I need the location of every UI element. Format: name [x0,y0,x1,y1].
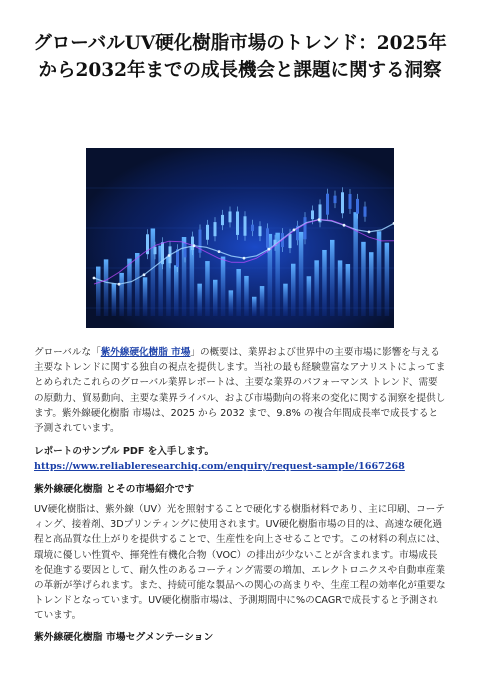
decor-candle [214,222,217,236]
decor-bar [127,259,132,316]
decor-bar [213,280,218,316]
section-heading-intro: 紫外線硬化樹脂 とその市場紹介です [34,484,195,495]
decor-candle [349,194,352,209]
decor-bar [236,269,241,316]
decor-dot [268,248,271,251]
decor-candle [229,211,232,222]
decor-candle [244,216,247,235]
decor-dot [218,250,221,253]
decor-dot [293,229,296,232]
decor-bar [346,264,351,316]
decor-candle [304,217,307,239]
decor-dot [368,231,371,234]
decor-dot [93,277,96,280]
decor-bar [260,286,265,316]
decor-candle [184,243,187,257]
section-heading-segmentation: 紫外線硬化樹脂 市場セグメンテーション [34,632,214,643]
decor-bar [197,284,202,316]
sample-label: レポートのサンプル PDF を入手します。 [34,446,215,457]
decor-bar [369,252,374,316]
decor-bar [385,243,390,316]
decor-candle [356,199,359,214]
market-keyword-link[interactable]: 紫外線硬化樹脂 市場 [100,347,191,358]
decor-bar [221,257,226,316]
decor-candle [311,210,314,219]
decor-bar [252,297,257,316]
decor-bar [96,267,101,316]
decor-bar [174,265,179,316]
decor-dot [318,218,321,221]
decor-bar [353,212,358,316]
decor-candle [251,225,254,231]
decor-dot [168,254,171,257]
section-intro-paragraph: UV硬化樹脂は、紫外線（UV）光を照射することで硬化する樹脂材料であり、主に印刷、コーティング、接着剤、3Dプリンティングに使用されます。UV硬化樹脂市場の目的は、高速な硬化過程と高品質な仕上がりを提供することで、生産性を向上させることです。この材料の利点には、環境に優しい性質や、揮発性有機化合物（VOC）の排出が少ないことが含まれます。市場成長を促進する要因として、耐久性のあるコーティング需要の増加、エレクトロニクスや自動車産業の革新が挙げられます。また、持続可能な製品への関心の高まりや、生産工程の効率化が重要なトレンドとなっています。UV硬化樹脂市場は、予測期間中に%のCAGRで成長すると予測されています。 [34,504,446,622]
decor-bar [190,246,195,316]
decor-candle [259,226,262,236]
decor-candle [154,247,157,254]
financial-chart-illustration [86,148,394,328]
decor-candle [364,207,367,217]
intro-paragraph [34,345,446,436]
decor-bar [143,277,148,316]
sample-request-line [34,444,446,474]
decor-candle [341,192,344,213]
decor-candle [334,196,337,203]
decor-bar [322,250,327,316]
decor-candle [326,194,329,215]
intro-prefix: グローバルな「 [34,347,101,358]
decor-bar [330,240,335,316]
decor-candle [206,225,209,240]
sample-request-link[interactable]: https://www.reliableresearchiq.com/enquiry/request-sample/1667268 [34,461,405,473]
decor-bar [244,276,249,316]
decor-bar [104,259,109,316]
decor-candle [191,237,194,250]
decor-bar [338,260,343,316]
decor-bar [283,284,288,316]
decor-bar [119,273,124,316]
decor-candle [236,211,239,234]
decor-bar [291,264,296,316]
decor-bar [299,232,304,316]
decor-bar [205,261,210,316]
hero-chart-image [86,148,394,328]
decor-dot [193,244,196,247]
decor-dot [343,224,346,227]
decor-bar [135,253,140,316]
intro-body: 」の概要は、業界および世界中の主要市場に影響を与える主要なトレンドに関する独自の視点を提供します。当社の最も経験豊富なアナリストによってまとめられたこれらのグローバル業界レポートは、主要な業界のパフォーマンス トレンド、需要の原動力、貿易動向、主要な業界ライバル、および市場動向の将来の変化に関する洞察を提供します。紫外線硬化樹脂 市場は、2025 から 2032 まで、9.8% の複合年間成長率で成長すると予測されています。 [34,347,446,435]
page-title: グローバルUV硬化樹脂市場のトレンド：2025年から2032年までの成長機会と課題に関する洞察 [33,33,447,81]
decor-candle [289,234,292,248]
decor-bar [151,228,156,316]
decor-candle [221,215,224,225]
decor-dot [118,283,121,286]
decor-bar [307,276,312,316]
decor-dot [243,257,246,260]
decor-bar [377,231,382,316]
decor-bar [229,290,234,316]
decor-candle [266,228,269,247]
decor-bar [314,260,319,316]
decor-dot [143,273,146,276]
decor-bar [361,242,366,316]
decor-bar [112,283,117,316]
